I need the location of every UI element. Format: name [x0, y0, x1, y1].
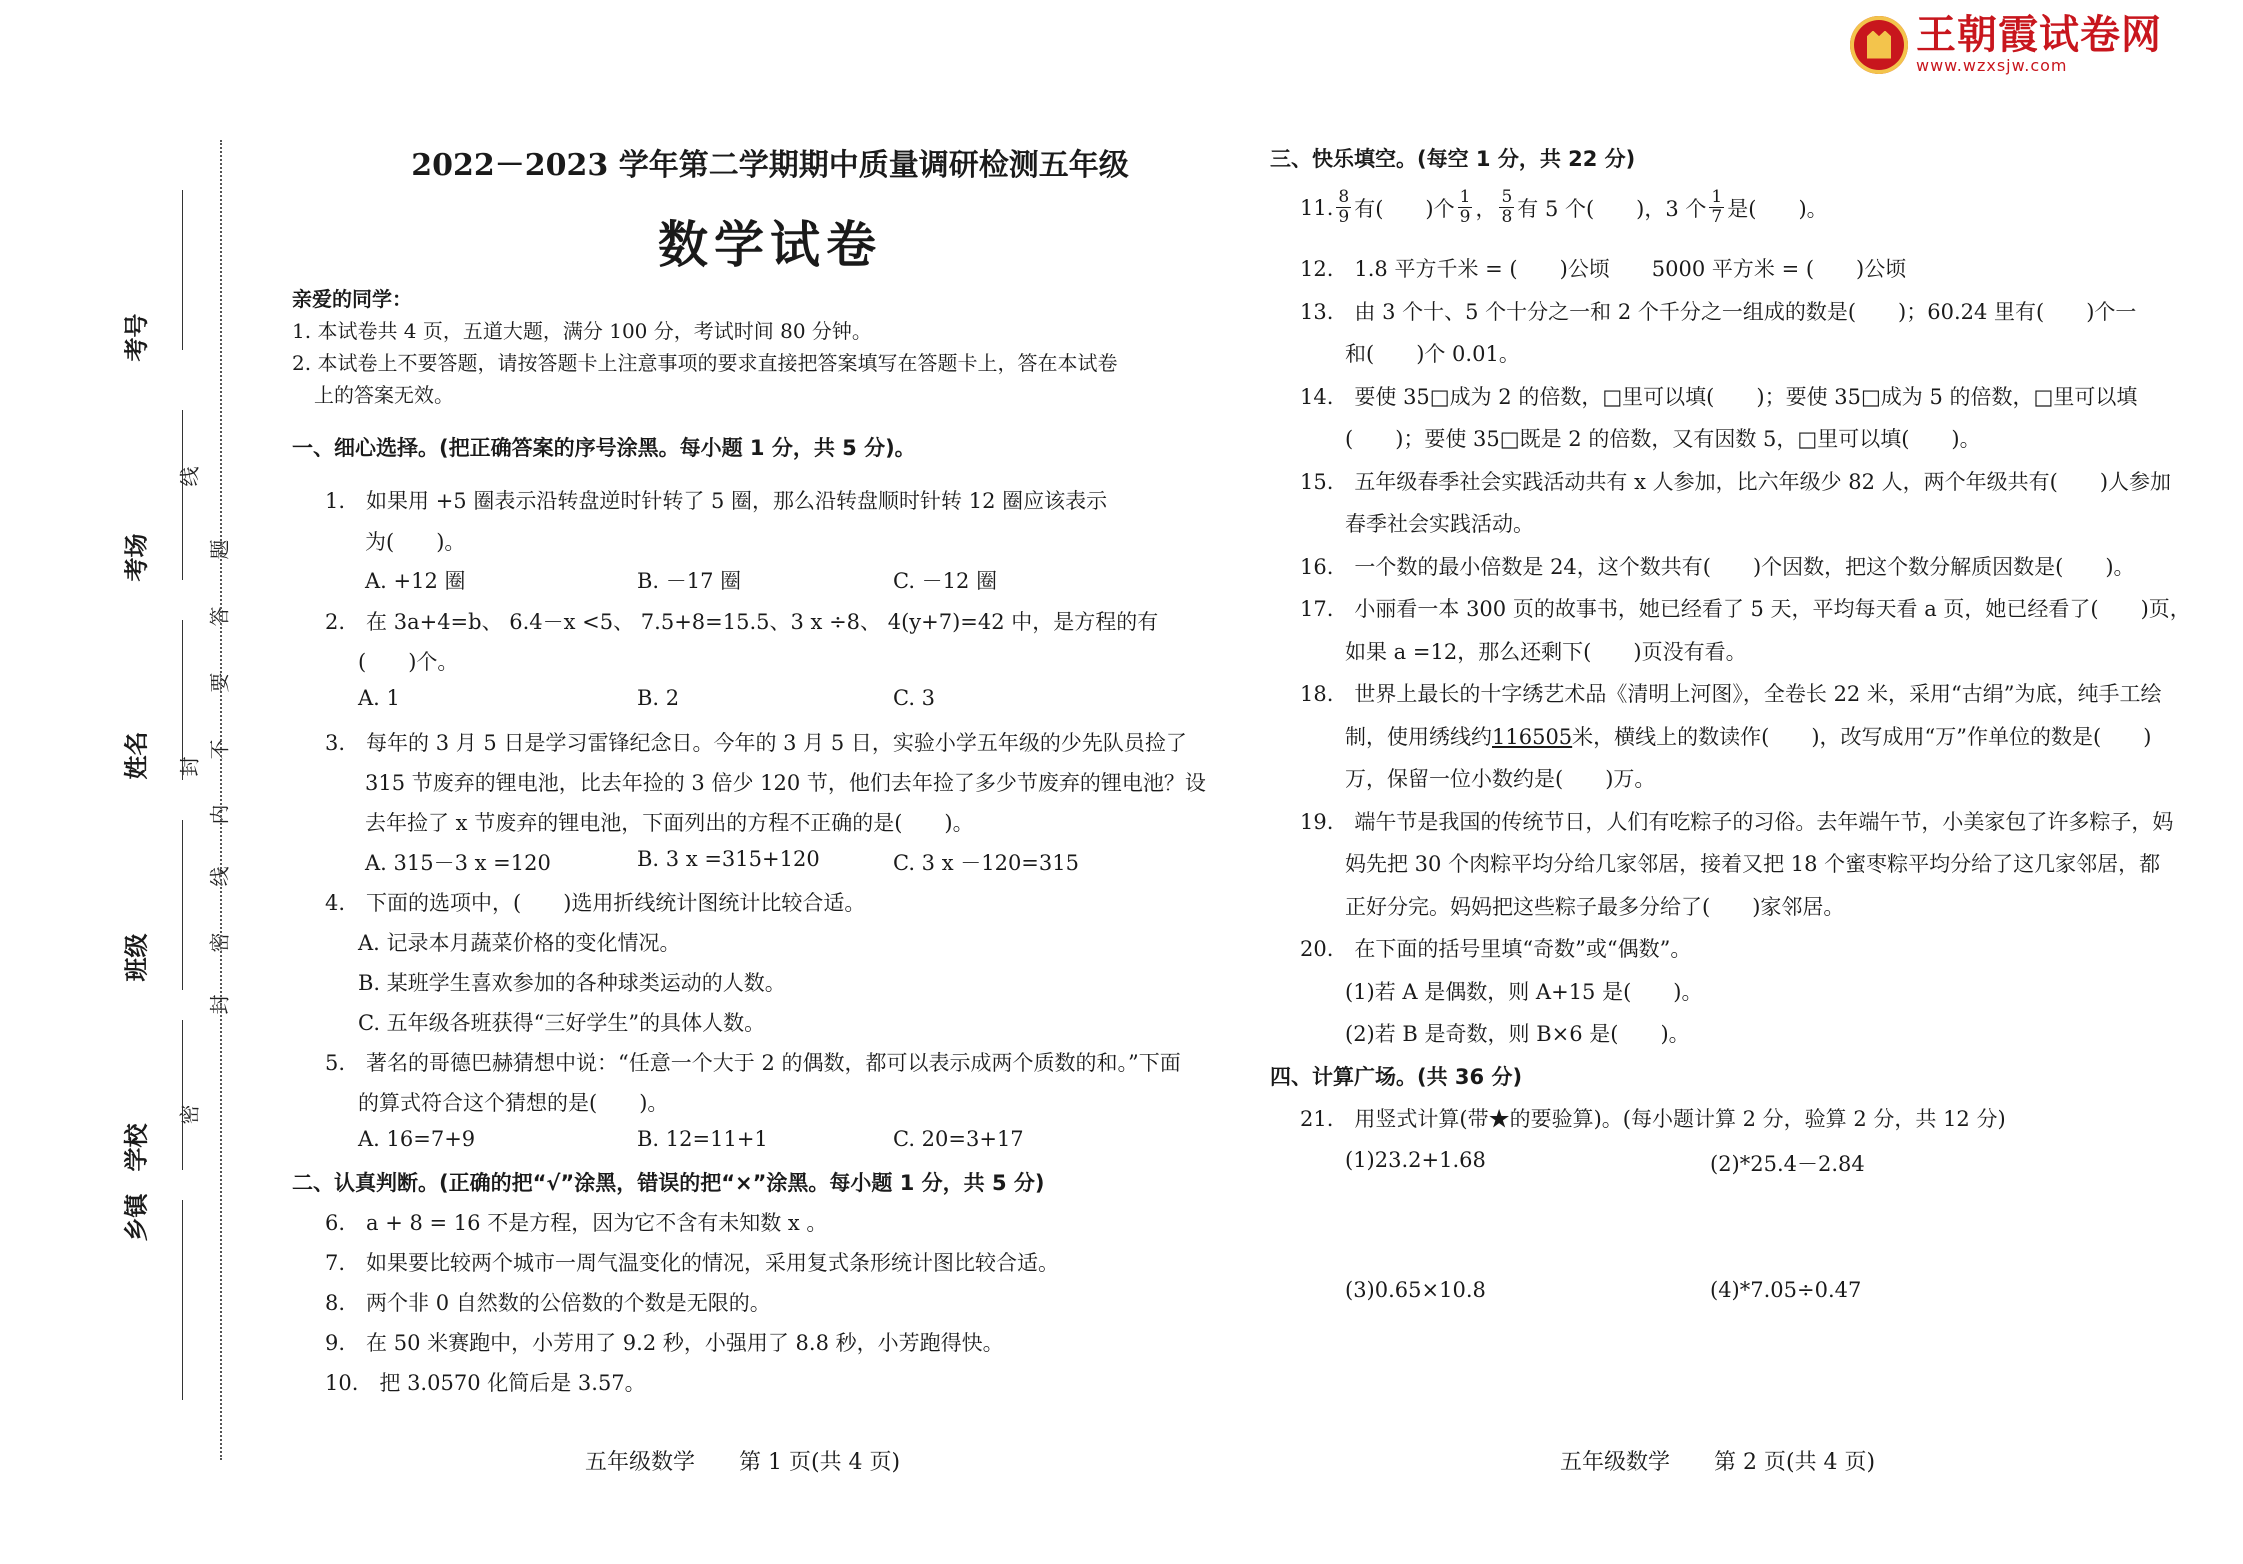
option-1c: C. －12 圈: [893, 569, 998, 593]
q18-text-post: 米，横线上的数读作( )，改写成用“万”作单位的数是( ): [1572, 725, 2152, 749]
seal-char: 要: [207, 672, 232, 693]
option-1b: B. －17 圈: [637, 569, 742, 593]
option-5a: A. 16=7+9: [358, 1127, 476, 1151]
instruction-2-cont: 上的答案无效。: [314, 383, 454, 407]
question-11: [1300, 188, 1828, 227]
question-18: 18. 世界上最长的十字绣艺术品《清明上河图》，全卷长 22 米，采用“古绢”为底，纯手工绘: [1300, 682, 2162, 706]
option-4a: A. 记录本月蔬菜价格的变化情况。: [358, 931, 681, 955]
q18-underlined-number: 116505: [1492, 725, 1573, 749]
section-4-heading: 四、计算广场。(共 36 分): [1270, 1065, 1523, 1089]
question-18-cont2: 万，保留一位小数约是( )万。: [1345, 767, 1656, 791]
seal-char: 题: [207, 539, 232, 560]
frac-den: 8: [1501, 207, 1513, 227]
question-17: 17. 小丽看一本 300 页的故事书，她已经看了 5 天，平均每天看 a 页，她已经看了( )页，: [1300, 597, 2191, 621]
seal-char: 密: [177, 1104, 202, 1125]
label-town: 乡镇: [122, 1193, 151, 1242]
crown-emblem-icon: [1850, 16, 1908, 74]
question-13-cont: 和( )个 0.01。: [1345, 342, 1520, 366]
section-2-heading: 二、认真判断。(正确的把“√”涂黑，错误的把“×”涂黑。每小题 1 分，共 5 分): [292, 1171, 1045, 1195]
question-14: 14. 要使 35□成为 2 的倍数，□里可以填( )；要使 35□成为 5 的倍数，□里可以填: [1300, 385, 2138, 409]
fraction-5-8: [1499, 188, 1514, 227]
question-15-cont: 春季社会实践活动。: [1345, 512, 1534, 536]
option-3a: A. 315－3 x =120: [365, 851, 551, 875]
seal-char: 封: [177, 756, 202, 777]
question-16: 16. 一个数的最小倍数是 24，这个数共有( )个因数，把这个数分解质因数是( )。: [1300, 555, 2135, 579]
question-17-cont: 如果 a =12，那么还剩下( )页没有看。: [1345, 640, 1747, 664]
question-15: 15. 五年级春季社会实践活动共有 x 人参加，比六年级少 82 人，两个年级共有( )人参加: [1300, 470, 2172, 494]
option-3c: C. 3 x －120=315: [893, 851, 1079, 875]
question-19-cont2: 正好分完。妈妈把这些粽子最多分给了( )家邻居。: [1345, 895, 1845, 919]
calc-item-1: (1)23.2+1.68: [1345, 1148, 1486, 1172]
frac-den: 9: [1459, 207, 1471, 227]
question-12: 12. 1.8 平方千米 = ( )公顷 5000 平方米 = ( )公顷: [1300, 257, 1907, 281]
seal-char: 密: [207, 932, 232, 953]
fill-line-class: [182, 820, 183, 990]
judge-item-7: 7. 如果要比较两个城市一周气温变化的情况，采用复式条形统计图比较合适。: [325, 1251, 1060, 1275]
frac-den: 9: [1338, 207, 1350, 227]
calc-item-2: (2)*25.4－2.84: [1710, 1152, 1865, 1176]
fill-line-school: [182, 1020, 183, 1170]
question-18-cont: [1345, 721, 2151, 751]
judge-item-10: 10. 把 3.0570 化简后是 3.57。: [325, 1371, 646, 1395]
q11-number: 11.: [1300, 195, 1334, 220]
section-3-heading: 三、快乐填空。(每空 1 分，共 22 分): [1270, 147, 1636, 171]
question-4: 4. 下面的选项中，( )选用折线统计图统计比较合适。: [325, 891, 866, 915]
label-exam-room: 考场: [122, 533, 151, 582]
question-1-cont: 为( )。: [365, 530, 466, 554]
question-13: 13. 由 3 个十、5 个十分之一和 2 个千分之一组成的数是( )；60.24 里有( )个一: [1300, 300, 2137, 324]
fraction-8-9: [1336, 188, 1351, 227]
question-1: 1. 如果用 +5 圈表示沿转盘逆时针转了 5 圈，那么沿转盘顺时针转 12 圈应该表示: [325, 489, 1108, 513]
question-2-cont: ( )个。: [358, 650, 459, 674]
frac-num: 5: [1501, 187, 1513, 207]
label-exam-number: 考号: [122, 313, 151, 362]
exam-subject: 数学试卷: [658, 215, 882, 274]
seal-char: 线: [207, 866, 232, 887]
seal-char: 不: [207, 739, 232, 760]
judge-item-6: 6. a + 8 = 16 不是方程，因为它不含有未知数 x 。: [325, 1211, 828, 1235]
fill-line-exam-room: [182, 410, 183, 580]
option-4b: B. 某班学生喜欢参加的各种球类运动的人数。: [358, 971, 786, 995]
option-2b: B. 2: [637, 686, 680, 710]
q18-text-pre: 制，使用绣线约: [1345, 725, 1492, 749]
calc-item-4: (4)*7.05÷0.47: [1710, 1278, 1862, 1302]
frac-den: 7: [1711, 207, 1723, 227]
fraction-1-7: [1709, 188, 1724, 227]
option-4c: C. 五年级各班获得“三好学生”的具体人数。: [358, 1011, 766, 1035]
frac-num: 1: [1711, 187, 1723, 207]
question-14-cont: ( )；要使 35□既是 2 的倍数，又有因数 5，□里可以填( )。: [1345, 427, 1981, 451]
footer-page-1: 五年级数学 第 1 页(共 4 页): [585, 1450, 901, 1475]
option-3b: B. 3 x =315+120: [637, 847, 820, 871]
option-5c: C. 20=3+17: [893, 1127, 1024, 1151]
fill-line-town: [182, 1200, 183, 1400]
seal-char: 线: [177, 466, 202, 487]
instruction-1: 1. 本试卷共 4 页，五道大题，满分 100 分，考试时间 80 分钟。: [292, 319, 872, 343]
question-20-part1: (1)若 A 是偶数，则 A+15 是( )。: [1345, 980, 1703, 1004]
fill-line-exam-number: [182, 190, 183, 350]
question-3-cont2: 去年捡了 x 节废弃的锂电池，下面列出的方程不正确的是( )。: [365, 811, 974, 835]
judge-item-9: 9. 在 50 米赛跑中，小芳用了 9.2 秒，小强用了 8.8 秒，小芳跑得快。: [325, 1331, 1004, 1355]
logo-name: 王朝霞试卷网: [1916, 12, 2162, 58]
question-5: 5. 著名的哥德巴赫猜想中说：“任意一个大于 2 的偶数，都可以表示成两个质数的和。”下面: [325, 1051, 1181, 1075]
frac-num: 1: [1459, 187, 1471, 207]
seal-char: 内: [207, 804, 232, 825]
question-20: 20. 在下面的括号里填“奇数”或“偶数”。: [1300, 937, 1692, 961]
question-20-part2: (2)若 B 是奇数，则 B×6 是( )。: [1345, 1022, 1690, 1046]
question-2: 2. 在 3a+4=b、 6.4－x <5、 7.5+8=15.5、3 x ÷8、 4(y+7)=42 中，是方程的有: [325, 610, 1159, 634]
brand-logo: [1850, 14, 2162, 75]
frac-num: 8: [1338, 187, 1350, 207]
seal-dotted-line: [220, 140, 222, 1460]
section-1-heading: 一、细心选择。(把正确答案的序号涂黑。每小题 1 分，共 5 分)。: [292, 436, 916, 460]
label-name: 姓名: [122, 731, 151, 780]
question-3: 3. 每年的 3 月 5 日是学习雷锋纪念日。今年的 3 月 5 日，实验小学五年级的少先队员捡了: [325, 731, 1187, 755]
footer-page-2: 五年级数学 第 2 页(共 4 页): [1560, 1450, 1876, 1475]
question-19: 19. 端午节是我国的传统节日，人们有吃粽子的习俗。去年端午节，小美家包了许多粽子，妈: [1300, 810, 2174, 834]
question-21: 21. 用竖式计算(带★的要验算)。(每小题计算 2 分，验算 2 分，共 12 分): [1300, 1107, 2006, 1131]
option-2c: C. 3: [893, 686, 936, 710]
greeting: 亲爱的同学：: [292, 287, 412, 311]
q11-text-1: 有( )个: [1354, 196, 1455, 221]
seal-char: 封: [207, 994, 232, 1015]
instruction-2: 2. 本试卷上不要答题，请按答题卡上注意事项的要求直接把答案填写在答题卡上，答在本试卷: [292, 351, 1118, 375]
q11-text-3: 有 5 个( )，3 个: [1517, 196, 1707, 221]
fraction-1-9: [1458, 188, 1473, 227]
question-5-cont: 的算式符合这个猜想的是( )。: [358, 1091, 669, 1115]
question-19-cont: 妈先把 30 个肉粽平均分给几家邻居，接着又把 18 个蜜枣粽平均分给了这几家邻居，都: [1345, 852, 2161, 876]
q11-text-2: ，: [1475, 196, 1497, 221]
q11-text-4: 是( )。: [1727, 196, 1828, 221]
label-class: 班级: [122, 933, 151, 982]
calc-item-3: (3)0.65×10.8: [1345, 1278, 1486, 1302]
option-5b: B. 12=11+1: [637, 1127, 768, 1151]
option-1a: A. +12 圈: [365, 569, 466, 593]
judge-item-8: 8. 两个非 0 自然数的公倍数的个数是无限的。: [325, 1291, 771, 1315]
label-school: 学校: [122, 1123, 151, 1172]
logo-url: www.wzxsjw.com: [1916, 56, 2068, 75]
exam-title: 2022－2023 学年第二学期期中质量调研检测五年级: [411, 148, 1129, 183]
option-2a: A. 1: [358, 686, 400, 710]
question-3-cont: 315 节废弃的锂电池，比去年捡的 3 倍少 120 节，他们去年捡了多少节废弃的锂电池？设: [365, 771, 1206, 795]
seal-char: 答: [207, 606, 232, 627]
